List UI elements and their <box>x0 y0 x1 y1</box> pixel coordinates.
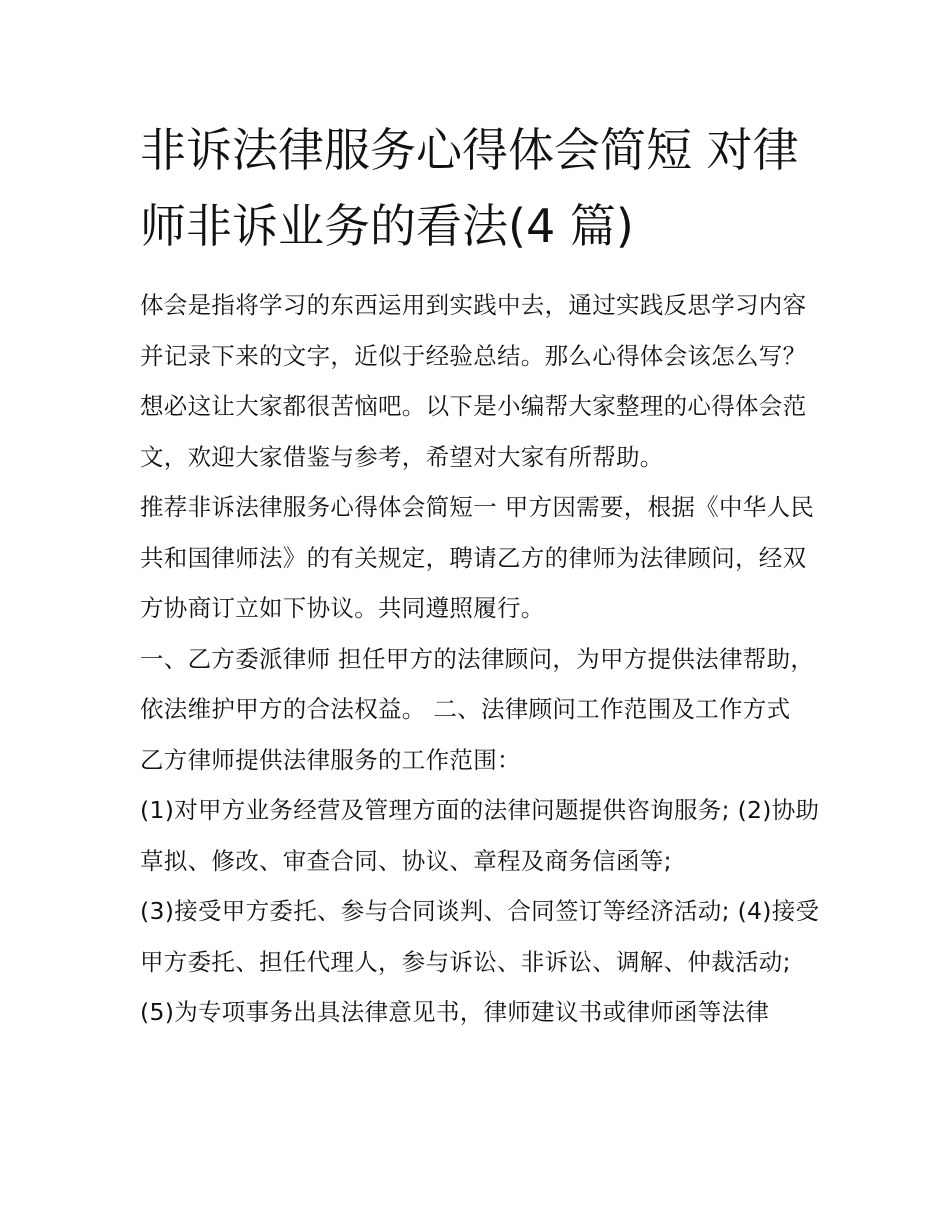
paragraph-recommendation: 推荐非诉法律服务心得体会简短一 甲方因需要，根据《中华人民共和国律师法》的有关规定，聘请乙方的律师为法律顾问，经双方协商订立如下协议。共同遵照履行。 <box>140 493 815 622</box>
intro-paragraph: 体会是指将学习的东西运用到实践中去，通过实践反思学习内容并记录下来的文字，近似于经验总结。那么心得体会该怎么写？想必这让大家都很苦恼吧。以下是小编帮大家整理的心得体会范文，欢迎大家借鉴与参考，希望对大家有所帮助。 <box>140 291 807 471</box>
paragraph-section-one: 一、乙方委派律师 担任甲方的法律顾问，为甲方提供法律帮助，依法维护甲方的合法权益。 二、法律顾问工作范围及工作方式 乙方律师提供法律服务的工作范围： <box>140 644 815 774</box>
paragraph-item-5: (5)为专项事务出具法律意见书，律师建议书或律师函等法律 <box>140 998 770 1026</box>
document-title: 非诉法律服务心得体会简短 对律师非诉业务的看法(4 篇) <box>140 123 799 253</box>
document-body <box>140 280 820 1038</box>
paragraph-items-3-4: (3)接受甲方委托、参与合同谈判、合同签订等经济活动; (4)接受甲方委托、担任代理人，参与诉讼、非诉讼、调解、仲裁活动; <box>140 897 820 976</box>
paragraph-items-1-2: (1)对甲方业务经营及管理方面的法律问题提供咨询服务; (2)协助草拟、修改、审查合同、协议、章程及商务信函等; <box>140 796 820 875</box>
